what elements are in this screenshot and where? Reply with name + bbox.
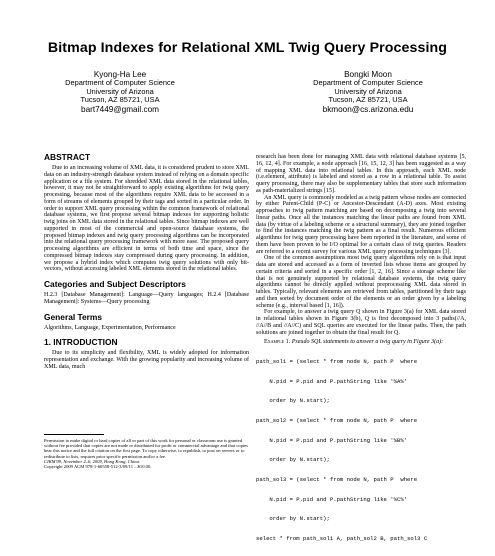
example-caption: [256, 339, 466, 346]
footnote-copyright: Copyright 2009 ACM 978-1-60558-512-3/09/11 ...$10.00.: [44, 464, 152, 470]
author-univ: University of Arizona: [86, 86, 154, 96]
footnote-rule: [44, 434, 104, 435]
footnote-conference: CIKM'09, November 2–6, 2009, Hong Kong, China.: [44, 458, 141, 464]
permission-footnote: [44, 438, 249, 469]
example-label: Example 1.: [264, 339, 291, 346]
body-paragraph: One of the common assumptions most twig query algorithms rely on is that input data are stored and accessed as a form of inverted lists whose items are grouped by certain criteria and sorted in a specific order [1, 2, 16]. Since a storage scheme like that is not genuinely supported by relational database systems, the twig query algorithms cannot be directly applied without preprocessing XML data stored in tables. Typically, relevant elements are retrieved from tables, partitioned by their tags and then sorted by document order of the elements or an order given by a labeling scheme (e.g., interval based [1, 16]).: [256, 255, 466, 309]
code-line: order by N.start);: [256, 515, 330, 523]
body-paragraph: An XML query is commonly modeled as a twig pattern whose nodes are connected by either Parent-Child (P-C) or Ancestor-Descendant (A-D) axes. Most existing approaches to twig pattern matching are based on decomposing a twig into several linear paths. Once all the instances matching the linear paths are found from XML data (by virtue of a labeling scheme or a structural summary), they are joined together to find the instances matching the twig pattern as a final result. Numerous efficient algorithms for twig query processing have been reported in the literature, and some of them have been proven to be I/O optimal for a certain class of twig queries. Readers are referred to a recent survey for various XML query processing techniques [3].: [256, 194, 466, 255]
code-line: order by N.start);: [256, 397, 330, 405]
general-terms-text: Algorithms, Language, Experimentation, Performance: [44, 324, 176, 331]
body-paragraph: For example, to answer a twig query Q shown in Figure 3(a) for XML data stored in relational tables shown in Figure 3(b), Q is first decomposed into 3 paths(//A, //A//B and //A//C) and SQL queries are executed for the linear paths. Then, the path solutions are joined together to obtain the final result for Q.: [256, 309, 466, 336]
author-name: Bongki Moon: [344, 70, 392, 79]
author-city: Tucson, AZ 85721, USA: [328, 95, 408, 105]
code-line: path_sol3 = (select * from node N, path P where: [256, 475, 418, 483]
author-univ: University of Arizona: [334, 86, 402, 96]
author-email: bkmoon@cs.arizona.edu: [322, 104, 414, 114]
footnote-text: Permission to make digital or hard copies of all or part of this work for personal or classroom use is granted without fee provided that copies are not made or distributed for profit or commercial advantage and that copies bear this notice and the full citation on the first page. To copy otherwise, to republish, to post on servers or to redistribute to lists, requires prior specific permission and/or a fee.: [44, 438, 248, 459]
left-column: [44, 153, 249, 371]
categories-text: H.2.3 [Database Management]: Language—Query languages; H.2.4 [Database Management]: Systems—Query processing: [44, 292, 249, 305]
introduction-heading: 1. INTRODUCTION: [44, 337, 118, 348]
author-2: [288, 70, 448, 114]
author-name: Kyong-Ha Lee: [93, 70, 147, 79]
author-email: bart7449@gmail.com: [81, 104, 159, 114]
body-paragraph: research has been done for managing XML data with relational database systems [5, 16, 12, 4]. For example, a node approach [16, 15, 12, 3] has been suggested as a way of mapping XML data into relational tables. In this approach, each XML node (i.e.element, attribute) is labeled and stored as a row in a relational table. To assist query processing, there may also be supplementary tables that store such information as path-materialized strings [15].: [256, 154, 466, 194]
abstract-text: Due to an increasing volume of XML data, it is considered prudent to store XML data on an industry-strength database system instead of relying on a domain specific application or a file system. For shredded XML data stored in the relational tables, however, it may not be straightforward to apply existing algorithms for twig query processing, because most of the algorithms require XML data to be accessed in a form of streams of elements grouped by their tags and sorted in a particular order. In order to support XML query processing within the common framework of relational database systems, we first propose several bitmap indexes for supporting holistic twig joins on XML data stored in the relational tables. Since bitmap indexes are well supported in most of the commercial and open-source database systems, the proposed bitmap indexes and twig query processing algorithms can be incorporated into the relational query processing framework with more ease. The proposed query processing algorithms are efficient in terms of both time and space, since the compressed bitmap indexes stay compressed during query processing. In addition, we propose a hybrid index which computes twig query solutions with only bit-vectors, without accessing labeled XML elements stored in the relational tables.: [44, 165, 249, 273]
introduction-text: Due to its simplicity and flexibility, XML is widely adopted for information representation and exchange. With the growing popularity and increasing volume of XML data, much: [44, 350, 249, 370]
code-line: order by N.start);: [256, 456, 330, 464]
code-line: N.pid = P.pid and P.pathString like '%B%': [256, 436, 408, 444]
categories-heading: Categories and Subject Descriptors: [44, 279, 186, 289]
code-line: path_sol1 = (select * from node N, path P where: [256, 358, 418, 366]
paper-title: Bitmap Indexes for Relational XML Twig Query Processing: [47, 40, 448, 56]
code-line: N.pid = P.pid and P.pathString like '%C%': [256, 495, 408, 503]
author-dept: Department of Computer Science: [313, 78, 423, 88]
author-1: [40, 70, 200, 114]
author-city: Tucson, AZ 85721, USA: [80, 95, 160, 105]
right-column: [256, 154, 466, 556]
code-line: path_sol2 = (select * from node N, path P where: [256, 417, 418, 425]
code-line: N.pid = P.pid and P.pathString like '%A%': [256, 377, 408, 385]
author-dept: Department of Computer Science: [65, 78, 175, 88]
general-terms-heading: General Terms: [44, 311, 103, 322]
abstract-heading: ABSTRACT: [44, 152, 91, 162]
code-line: select * from path_sol1 A, path_sol2 B, path_sol3 C: [256, 534, 428, 542]
example-description: Pseudo SQL statements to answer a twig query in Figure 3(a):: [291, 339, 444, 346]
sql-code-block: [256, 346, 466, 556]
